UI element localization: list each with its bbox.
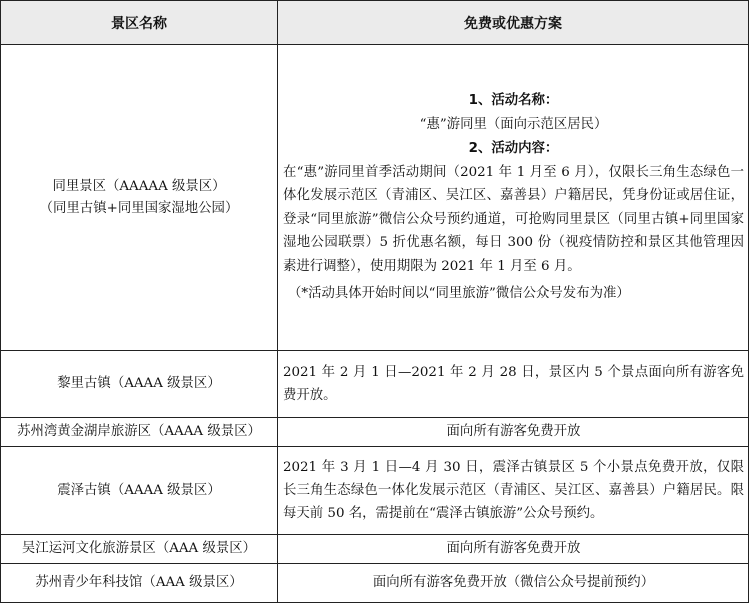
header-scenic-name: 景区名称 <box>1 1 278 45</box>
table-row-canal <box>1 535 749 564</box>
table-row-zhenze <box>1 447 749 535</box>
scenic-name: 黎里古镇（AAAA 级景区） <box>57 376 221 391</box>
scenic-name-cell <box>1 447 278 535</box>
table-row-suzhou-bay <box>1 418 749 447</box>
scenic-name-cell <box>1 351 278 418</box>
activity-name-heading: 1、活动名称： <box>468 92 559 108</box>
scenic-name-cell <box>1 45 278 351</box>
table-row-tongli <box>1 45 749 351</box>
table-row-science-museum <box>1 564 749 603</box>
plan-text: 面向所有游客免费开放 <box>446 423 581 439</box>
activity-content: 在“惠”游同里首季活动期间（2021 年 1 月至 6 月），仅限长三角生态绿色一体化发展示范区（青浦区、吴江区、嘉善县）户籍居民，凭身份证或居住证，登录“同里旅游”微信公众号预约通道，可抢购同里景区（同里古镇+同里国家湿地公园联票）5 折优惠名额，每日 300 份（视疫情防控和景区其他管理因素进行调整），使用期限为 2021 年 1 月至 6 月。 <box>283 164 744 274</box>
activity-content-heading: 2、活动内容： <box>468 140 559 156</box>
table-row-lili <box>1 351 749 418</box>
activity-name: “惠”游同里（面向示范区居民） <box>419 116 608 132</box>
plan-cell <box>278 564 749 603</box>
plan-cell <box>278 45 749 351</box>
header-discount-plan: 免费或优惠方案 <box>278 1 749 45</box>
scenic-name: 苏州湾黄金湖岸旅游区（AAAA 级景区） <box>17 424 261 439</box>
scenic-name: 吴江运河文化旅游景区（AAA 级景区） <box>21 541 257 556</box>
plan-text: 2021 年 3 月 1 日—4 月 30 日，震泽古镇景区 5 个小景点免费开放，仅限长三角生态绿色一体化发展示范区（青浦区、吴江区、嘉善县）户籍居民。限每天前 50 名，需提前在“震泽古镇旅游”公众号预约。 <box>283 460 744 521</box>
scenic-subname: （同里古镇+同里国家湿地公园） <box>39 200 239 216</box>
activity-note: （*活动具体开始时间以“同里旅游”微信公众号发布为准） <box>288 286 630 302</box>
plan-cell <box>278 418 749 447</box>
scenic-name-cell <box>1 418 278 447</box>
plan-text: 2021 年 2 月 1 日—2021 年 2 月 28 日，景区内 5 个景点面向所有游客免费开放。 <box>283 365 744 403</box>
scenic-name: 同里景区（AAAAA 级景区） <box>52 178 226 194</box>
plan-text: 面向所有游客免费开放 <box>446 540 581 556</box>
scenic-name: 苏州青少年科技馆（AAA 级景区） <box>35 575 243 590</box>
plan-cell <box>278 447 749 535</box>
plan-cell <box>278 535 749 564</box>
plan-cell <box>278 351 749 418</box>
scenic-name-cell <box>1 564 278 603</box>
table-header-row <box>1 1 749 45</box>
scenic-name: 震泽古镇（AAAA 级景区） <box>57 482 221 498</box>
plan-text: 面向所有游客免费开放（微信公众号提前预约） <box>372 574 655 590</box>
scenic-name-cell <box>1 535 278 564</box>
